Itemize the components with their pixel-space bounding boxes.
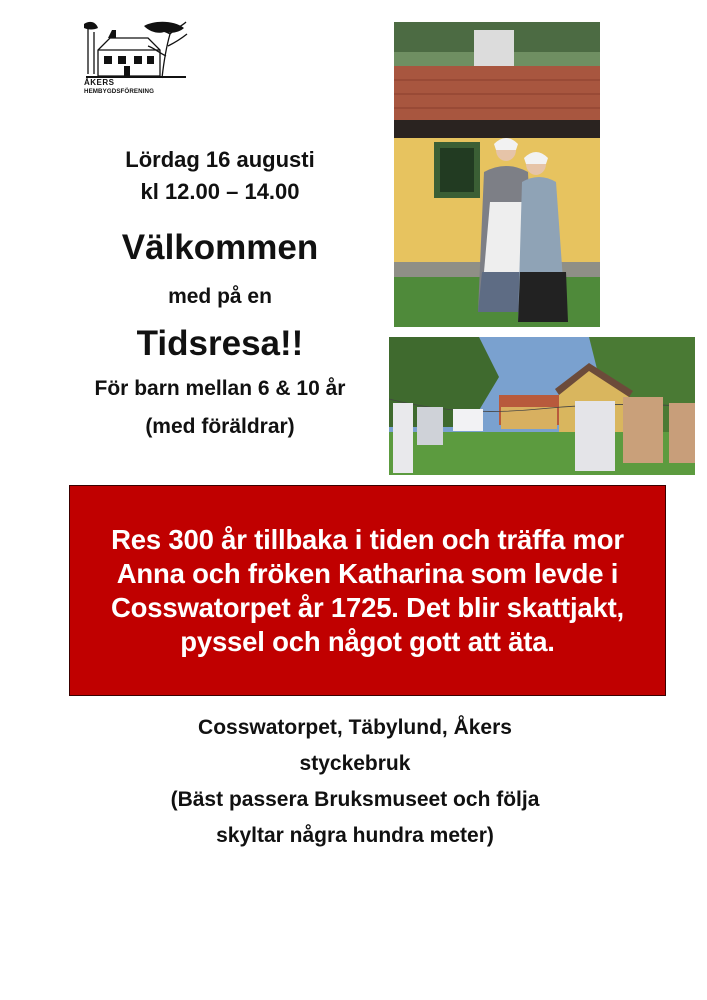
location-block xyxy=(60,710,650,854)
photo-garden-laundry xyxy=(389,337,695,475)
location-line-3: (Bäst passera Bruksmuseet och följa xyxy=(170,788,540,811)
welcome-heading: Välkommen xyxy=(121,228,319,267)
association-logo xyxy=(84,20,188,96)
event-date: Lördag 16 augusti xyxy=(125,147,315,172)
logo-subtitle: HEMBYGDSFÖRENING xyxy=(84,88,155,95)
photo-costumed-women xyxy=(394,22,600,327)
event-datetime xyxy=(60,144,380,208)
audience-text: För barn mellan 6 & 10 år xyxy=(94,377,346,400)
event-title: Tidsresa!! xyxy=(136,324,304,363)
description-box xyxy=(69,485,666,696)
logo-name: ÅKERS xyxy=(84,78,115,87)
location-line-2: styckebruk xyxy=(299,752,411,775)
location-line-1: Cosswatorpet, Täbylund, Åkers xyxy=(198,716,512,739)
audience-note: (med föräldrar) xyxy=(145,415,295,438)
house-logo-icon xyxy=(84,20,188,80)
event-time: kl 12.00 – 14.00 xyxy=(140,179,300,204)
description-text: Res 300 år tillbaka i tiden och träffa mor Anna och fröken Katharina som levde i Cosswatorpet år 1725. Det blir skattjakt, pyssel och något gott att äta. xyxy=(111,523,624,657)
location-line-4: skyltar några hundra meter) xyxy=(216,824,494,847)
med-pa-text: med på en xyxy=(168,285,272,308)
